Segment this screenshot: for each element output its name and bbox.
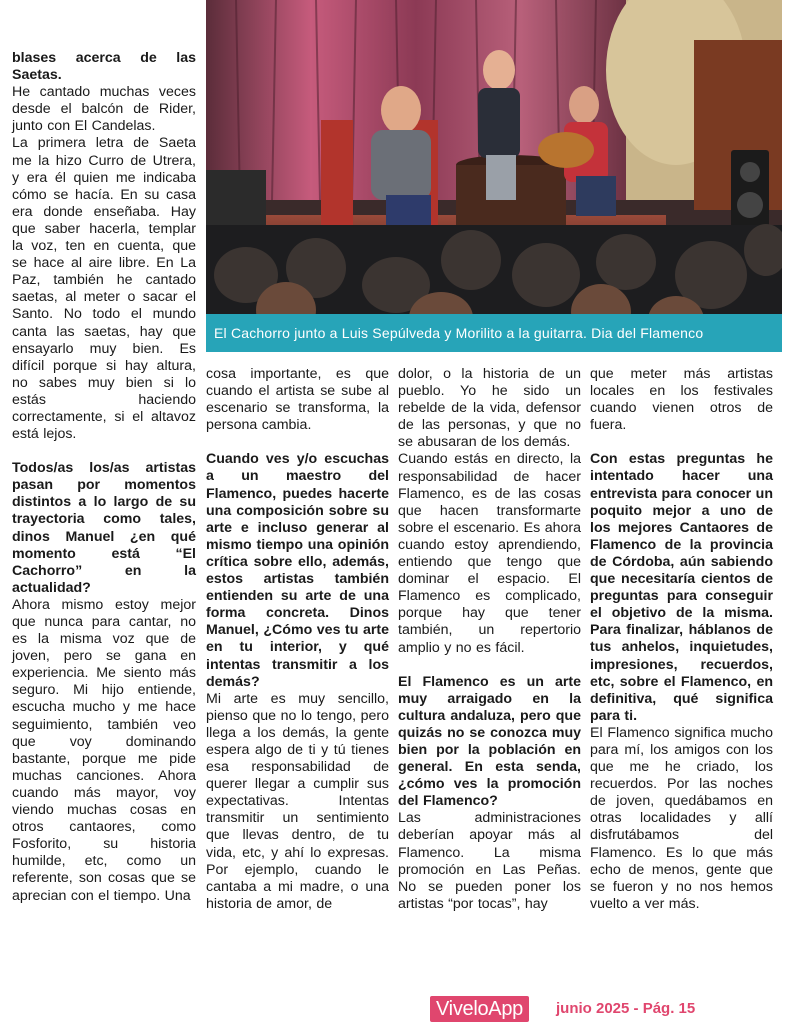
paragraph-gap bbox=[12, 443, 196, 460]
interview-answer: Ahora mismo estoy mejor que nunca para cantar, no es la misma voz que de joven, pero se gana en experiencia. Me siento más seguro. Mi hijo entiende, escucha mucho y me hace seguimiento, también veo que voy dominando bastante, porque me pide muchas canciones. Ahora cuando más mayor, voy viendo muchas cosas en otros cantaores, como Fosforito, su historia humilde, etc, como un referente, son cosas que se aprecian con el tiempo. Una bbox=[12, 596, 196, 904]
vivelo-app-logo: ViveloApp bbox=[430, 996, 529, 1022]
interview-answer: La primera letra de Saeta me la hizo Curro de Utrera, y era él quien me indicaba cómo se hacía. En su casa era donde enseñaba. Hay que saber hacerla, templar la voz, ten en cuenta, que se hace al aire libre. En La Paz, también he cantado saetas, al meter o sacar el Santo. No todo el mundo canta las saetas, hay que ensayarlo muy bien. Es difícil porque si hay altura, no sabes muy bien si lo estás haciendo correctamente, si el altavoz está lejos. bbox=[12, 135, 196, 443]
interview-question: El Flamenco es un arte muy arraigado en la cultura andaluza, pero que quizás no se conozca muy bien por la población en general. En esta senda, ¿cómo ves la promoción del Flamenco? bbox=[398, 673, 581, 810]
interview-answer: cosa importante, es que cuando el artista se sube al escenario se transforma, la persona cambia. bbox=[206, 366, 389, 434]
paragraph-gap bbox=[590, 434, 773, 451]
article-column-1 bbox=[12, 50, 196, 905]
interview-answer: Las administraciones deberían apoyar más al Flamenco. La misma promoción en Las Peñas. No se pueden poner los artistas “por tocas”, hay bbox=[398, 810, 581, 912]
interview-answer: Mi arte es muy sencillo, pienso que no lo tengo, pero llega a los demás, la gente espera algo de ti y tú tienes esa responsabilidad de querer llegar a cumplir sus expectativas. Intentas transmitir un sentimiento que llevas dentro, de tu vida, etc, y ahí lo expresas. Por ejemplo, cuando le cantaba a mi madre, o una historia de amor, de bbox=[206, 690, 389, 912]
paragraph-gap bbox=[398, 657, 581, 674]
interview-question: Todos/as los/as artistas pasan por momentos distintos a lo largo de su trayectoria como tales, dinos Manuel ¿en qué momento está “El Cachorro” en la actualidad? bbox=[12, 460, 196, 596]
article-column-2 bbox=[206, 366, 389, 913]
interview-answer: que meter más artistas locales en los festivales cuando vienen otros de fuera. bbox=[590, 366, 773, 434]
paragraph-gap bbox=[206, 434, 389, 451]
page-info: junio 2025 - Pág. 15 bbox=[556, 1000, 696, 1017]
interview-answer: Cuando estás en directo, la responsabilidad de hacer Flamenco, es de las cosas que hacen transformarte sobre el escenario. Es ahora cuando estoy aprendiendo, entiendo que tengo que dominar el espacio. El Flamenco es complicado, porque hay que tener también, un repertorio amplio y no es fácil. bbox=[398, 451, 581, 656]
article-photo bbox=[206, 0, 782, 352]
photo-caption: El Cachorro junto a Luis Sepúlveda y Morilito a la guitarra. Dia del Flamenco bbox=[206, 314, 782, 352]
page-footer bbox=[430, 996, 780, 1022]
interview-question: Cuando ves y/o escuchas a un maestro del Flamenco, puedes hacerte una composición sobre su arte e incluso generar al mismo tiempo una opinión crítica sobre ello, además, estos artistas también entienden su arte de una forma concreta. Dinos Manuel, ¿Cómo ves tu arte en tu interior, y qué intentas transmitir a los demás? bbox=[206, 451, 389, 690]
article-column-3 bbox=[398, 366, 581, 913]
interview-answer: He cantado muchas veces desde el balcón de Rider, junto con El Candelas. bbox=[12, 84, 196, 135]
interview-answer: El Flamenco significa mucho para mí, los amigos con los que me he criado, los recuerdos. Por las noches de joven, quedábamos en otras localidades y allí disfrutábamos del Flamenco. Es lo que más echo de menos, gente que se fueron y no nos hemos vuelto a ver más. bbox=[590, 724, 773, 912]
interview-question: blases acerca de las Saetas. bbox=[12, 50, 196, 84]
interview-question: Con estas preguntas he intentado hacer una entrevista para conocer un poquito mejor a uno de los mejores Cantaores de Flamenco de la provincia de Córdoba, aún sabiendo que necesitaría cientos de preguntas para conseguir el objetivo de la misma. Para finalizar, háblanos de tus anhelos, inquietudes, impresiones, recuerdos, etc, sobre el Flamenco, en definitiva, qué significa para ti. bbox=[590, 451, 773, 724]
stage-photo-illustration bbox=[206, 0, 782, 352]
interview-answer: dolor, o la historia de un pueblo. Yo he sido un rebelde de la vida, defensor de las personas, y que no se abusaran de los demás. bbox=[398, 366, 581, 451]
article-column-4 bbox=[590, 366, 773, 913]
